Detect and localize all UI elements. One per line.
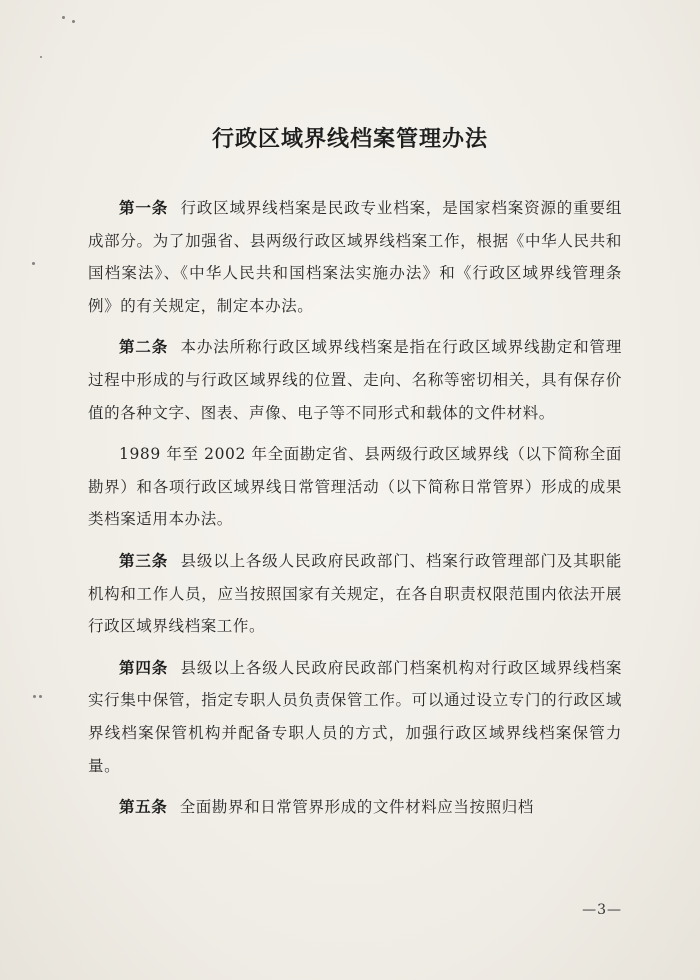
article-2 [88,331,622,429]
article-3 [88,545,622,643]
scan-speck [33,695,36,698]
article-number: 第一条 [119,199,169,217]
scan-speck [40,56,42,58]
article-text: 县级以上各级人民政府民政部门档案机构对行政区域界线档案实行集中保管，指定专职人员负责保管工作。可以通过设立专门的行政区域界线档案保管机构并配备专职人员的方式，加强行政区域界线档案保管力量。 [88,658,622,775]
scan-speck [32,262,35,265]
article-1 [88,192,622,322]
article-text: 县级以上各级人民政府民政部门、档案行政管理部门及其职能机构和工作人员，应当按照国家有关规定，在各自职责权限范围内依法开展行政区域界线档案工作。 [88,551,622,636]
scan-speck [62,16,65,19]
scan-speck [39,695,42,698]
article-4 [88,652,622,782]
page-number: —3— [582,902,622,918]
article-number: 第三条 [119,551,169,570]
document-title: 行政区域界线档案管理办法 [211,127,488,152]
article-text: 本办法所称行政区域界线档案是指在行政区域界线勘定和管理过程中形成的与行政区域界线的位置、走向、名称等密切相关，具有保存价值的各种文字、图表、声像、电子等不同形式和载体的文件材料。 [88,338,622,422]
article-5 [88,791,622,824]
article-text: 行政区域界线档案是民政专业档案，是国家档案资源的重要组成部分。为了加强省、县两级行政区域界线档案工作，根据《中华人民共和国档案法》、《中华人民共和国档案法实施办法》和《行政区域界线管理条例》的有关规定，制定本办法。 [88,199,622,315]
article-number: 第五条 [119,798,168,817]
article-2-paragraph-2 [88,438,622,536]
article-number: 第二条 [119,338,169,357]
article-text: 全面勘界和日常管界形成的文件材料应当按照归档 [179,798,534,817]
scan-speck [72,20,75,23]
document-body [88,192,622,833]
article-number: 第四条 [119,658,169,677]
paragraph-text: 1989 年至 2002 年全面勘定省、县两级行政区域界线（以下简称全面勘界）和各项行政区域界线日常管理活动（以下简称日常管界）形成的成果类档案适用本办法。 [88,445,622,529]
